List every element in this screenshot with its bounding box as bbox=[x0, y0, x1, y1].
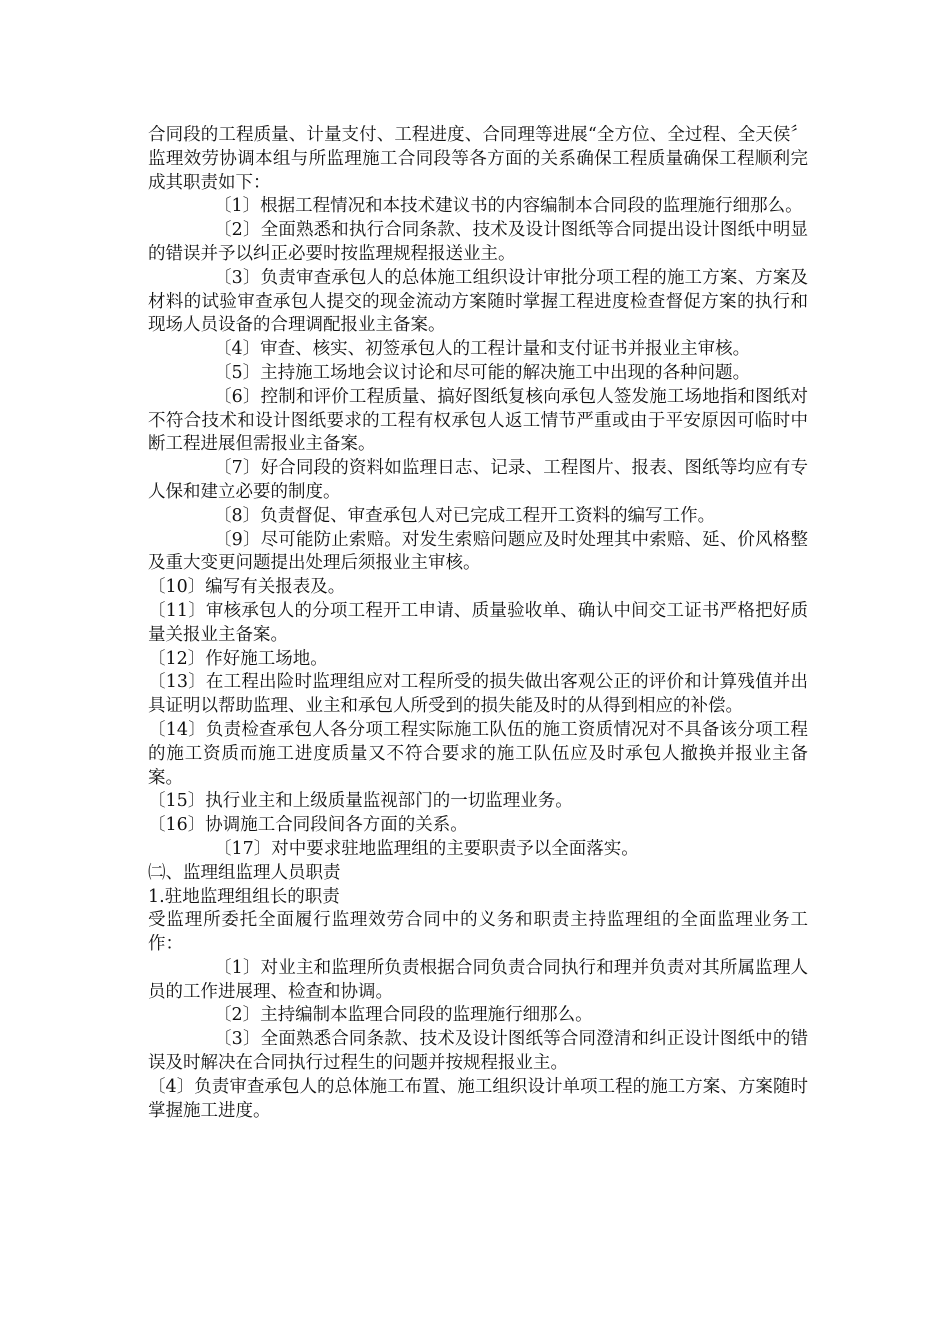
duty-item-14: 〔14〕负责检查承包人各分项工程实际施工队伍的施工资质情况对不具备该分项工程的施工资质而施工进度质量又不符合要求的施工队伍应及时承包人撤换并报业主备案。 bbox=[148, 719, 808, 788]
duty-item-4: 〔4〕审查、核实、初签承包人的工程计量和支付证书并报业主审核。 bbox=[214, 339, 751, 360]
duty-item-1: 〔1〕根据工程情况和本技术建议书的内容编制本合同段的监理施行细那么。 bbox=[214, 196, 803, 217]
duty-item-17: 〔17〕对中要求驻地监理组的主要职责予以全面落实。 bbox=[214, 838, 639, 859]
leader-duty-item-3: 〔3〕全面熟悉合同条款、技术及设计图纸等合同澄清和纠正设计图纸中的错误及时解决在合同执行过程生的问题并按规程报业主。 bbox=[148, 1029, 808, 1074]
leader-duty-item-1: 〔1〕对业主和监理所负责根据合同负责合同执行和理并负责对其所属监理人员的工作进展理、检查和协调。 bbox=[148, 957, 808, 1002]
duty-item-16: 〔16〕协调施工合同段间各方面的关系。 bbox=[148, 815, 468, 836]
duty-item-6: 〔6〕控制和评价工程质量、搞好图纸复核向承包人签发施工场地指和图纸对不符合技术和设计图纸要求的工程有权承包人返工情节严重或由于平安原因可临时中断工程进展但需报业主备案。 bbox=[148, 386, 808, 455]
leader-intro-paragraph: 受监理所委托全面履行监理效劳合同中的义务和职责主持监理组的全面监理业务工作： bbox=[148, 910, 808, 955]
duty-item-11: 〔11〕审核承包人的分项工程开工申请、质量验收单、确认中间交工证书严格把好质量关报业主备案。 bbox=[148, 600, 808, 645]
section-heading: ㈡、监理组监理人员职责 bbox=[148, 862, 341, 883]
duty-item-3: 〔3〕负责审查承包人的总体施工组织设计审批分项工程的施工方案、方案及材料的试验审查承包人提交的现金流动方案随时掌握工程进度检查督促方案的执行和现场人员设备的合理调配报业主备案。 bbox=[148, 267, 808, 336]
duty-item-10: 〔10〕编写有关报表及。 bbox=[148, 577, 346, 598]
intro-paragraph: 合同段的工程质量、计量支付、工程进度、合同理等进展“全方位、全过程、全天侯〞监理效劳协调本组与所监理施工合同段等各方面的关系确保工程质量确保工程顺利完成其职责如下： bbox=[148, 125, 808, 193]
duty-item-13: 〔13〕在工程出险时监理组应对工程所受的损失做出客观公正的评价和计算残值并出具证明以帮助监理、业主和承包人所受到的损失能及时的从得到相应的补偿。 bbox=[148, 672, 808, 717]
leader-duty-item-2: 〔2〕主持编制本监理合同段的监理施行细那么。 bbox=[214, 1005, 593, 1026]
subsection-heading: 1.驻地监理组组长的职责 bbox=[148, 886, 340, 907]
document-body bbox=[148, 124, 808, 1123]
duty-item-2: 〔2〕全面熟悉和执行合同条款、技术及设计图纸等合同提出设计图纸中明显的错误并予以纠正必要时按监理规程报送业主。 bbox=[148, 220, 808, 264]
duty-item-15: 〔15〕执行业主和上级质量监视部门的一切监理业务。 bbox=[148, 791, 573, 812]
duty-item-8: 〔8〕负责督促、审查承包人对已完成工程开工资料的编写工作。 bbox=[214, 505, 716, 526]
leader-duty-item-4: 〔4〕负责审查承包人的总体施工布置、施工组织设计单项工程的施工方案、方案随时掌握施工进度。 bbox=[148, 1076, 808, 1121]
duty-item-9: 〔9〕尽可能防止索赔。对发生索赔问题应及时处理其中索赔、延、价风格整及重大变更问题提出处理后须报业主审核。 bbox=[148, 529, 808, 574]
duty-item-12: 〔12〕作好施工场地。 bbox=[148, 648, 328, 669]
duty-item-7: 〔7〕好合同段的资料如监理日志、记录、工程图片、报表、图纸等均应有专人保和建立必要的制度。 bbox=[148, 458, 808, 502]
duty-item-5: 〔5〕主持施工场地会议讨论和尽可能的解决施工中出现的各种问题。 bbox=[214, 362, 751, 383]
